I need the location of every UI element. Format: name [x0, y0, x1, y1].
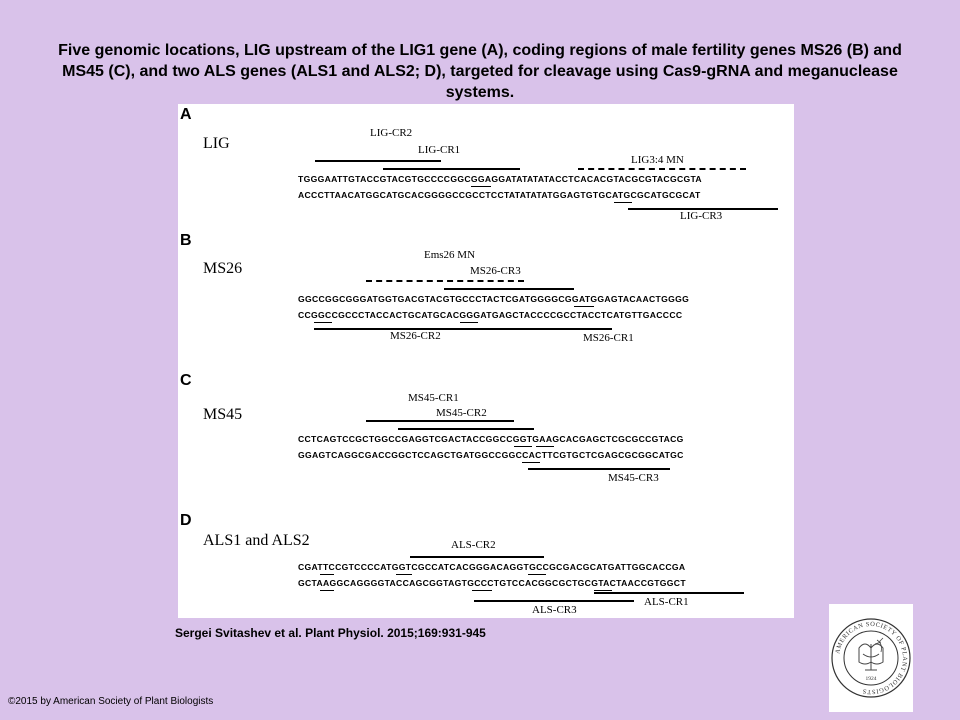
label-lig-cr2: LIG-CR2 — [370, 127, 413, 139]
seq-bottom-ms26: CCGGCCGCCCTACCACTGCATGCACGGGATGAGCTACCCCGCCTACCTCATGTTGACCCC — [298, 310, 683, 320]
pam-underline-als-top-1 — [320, 574, 334, 575]
label-als-cr2: ALS-CR2 — [451, 539, 496, 551]
label-lig-cr1: LIG-CR1 — [418, 144, 461, 156]
seq-bottom-lig: ACCCTTAACATGGCATGCACGGGGCCGCCTCCTATATATATGGAGTGTGCATGCGCATGCGCAT — [298, 190, 701, 200]
label-ems26-mn: Ems26 MN — [424, 249, 476, 261]
site-bar-als-cr2 — [410, 556, 544, 558]
panel-letter-d: D — [180, 512, 192, 529]
pam-underline-als-bottom-3 — [594, 590, 612, 591]
label-ms45-cr3: MS45-CR3 — [608, 472, 659, 484]
label-ms26-cr3: MS26-CR3 — [470, 265, 521, 277]
label-als-cr3: ALS-CR3 — [532, 604, 577, 616]
site-bar-ms26-cr2 — [314, 328, 464, 330]
site-bar-ms45-cr2 — [398, 428, 534, 430]
label-ms26-cr2: MS26-CR2 — [390, 330, 441, 342]
society-seal-logo — [829, 604, 913, 712]
pam-underline-ms26-cr1 — [460, 322, 478, 323]
seq-top-ms26: GGCCGGCGGGATGGTGACGTACGTGCCCTACTCGATGGGGCGGATGGAGTACAACTGGGG — [298, 294, 690, 304]
panel-letter-a: A — [180, 106, 192, 123]
label-ms45-cr1: MS45-CR1 — [408, 392, 459, 404]
gene-name-ms26: MS26 — [203, 260, 243, 277]
pam-underline-als-bottom-2 — [472, 590, 492, 591]
gene-name-lig: LIG — [203, 135, 230, 152]
pam-underline-lig-bottom — [614, 202, 632, 203]
label-als-cr1: ALS-CR1 — [644, 596, 689, 608]
seq-top-lig: TGGGAATTGTACCGTACGTGCCCCGGCGGAGGATATATATACCTCACACGTACGCGTACGCGTA — [298, 174, 702, 184]
pam-underline-ms26-cr2 — [314, 322, 332, 323]
gene-name-ms45: MS45 — [203, 406, 243, 423]
site-bar-als-cr1 — [594, 592, 744, 594]
site-bar-ems26-mn — [366, 280, 524, 282]
pam-underline-als-top-3 — [528, 574, 546, 575]
seq-bottom-ms45: GGAGTCAGGCGACCGGCTCCAGCTGATGGCCGGCCACTTCGTGCTCGAGCGCGGCATGC — [298, 450, 684, 460]
site-bar-ms45-cr1 — [366, 420, 514, 422]
panel-letter-c: C — [180, 372, 192, 389]
site-bar-lig-cr1 — [383, 168, 520, 170]
citation: Sergei Svitashev et al. Plant Physiol. 2015;169:931-945 — [175, 626, 486, 640]
slide-title: Five genomic locations, LIG upstream of the LIG1 gene (A), coding regions of male fertility genes MS26 (B) and MS45 (C), and two ALS genes (ALS1 and ALS2; D), targeted for cleavage using Cas9-gRNA and meganuclease systems. — [58, 42, 902, 101]
pam-underline-ms45-cr3 — [522, 462, 540, 463]
gene-name-als: ALS1 and ALS2 — [203, 532, 310, 549]
seq-bottom-als: GCTAAGGCAGGGGTACCAGCGGTAGTGCCCTGTCCACGGCGCTGCGTACTAACCGTGGCT — [298, 578, 686, 588]
pam-underline-als-top-2 — [396, 574, 412, 575]
panel-letter-b: B — [180, 232, 192, 249]
site-bar-lig-cr2 — [315, 160, 441, 162]
site-bar-als-cr3 — [474, 600, 634, 602]
seal-year: 1924 — [865, 676, 877, 682]
site-bar-ms26-cr1 — [460, 328, 612, 330]
label-ms45-cr2: MS45-CR2 — [436, 407, 487, 419]
label-ms26-cr1: MS26-CR1 — [583, 332, 634, 344]
pam-underline-ms26-top — [574, 306, 594, 307]
site-bar-ms45-cr3 — [528, 468, 670, 470]
copyright-notice: ©2015 by American Society of Plant Biologists — [8, 696, 214, 707]
seal-icon — [829, 604, 913, 712]
label-lig-mn: LIG3:4 MN — [631, 154, 684, 166]
seq-top-als: CGATTCCGTCCCCATGGTCGCCATCACGGGACAGGTGCCGCGACGCATGATTGGCACCGA — [298, 562, 686, 572]
pam-underline-ms45-cr1 — [514, 446, 532, 447]
label-lig-cr3: LIG-CR3 — [680, 210, 723, 222]
seq-top-ms45: CCTCAGTCCGCTGGCCGAGGTCGACTACCGGCCGGTGAAGCACGAGCTCGCGCCGTACG — [298, 434, 684, 444]
pam-underline-lig-top — [471, 186, 491, 187]
site-bar-ms26-cr3 — [444, 288, 574, 290]
site-bar-lig-mn — [578, 168, 746, 170]
seal-ring-text: AMERICAN SOCIETY OF PLANT BIOLOGISTS — [834, 620, 909, 696]
pam-underline-ms45-cr2 — [536, 446, 554, 447]
figure-panel — [178, 104, 794, 618]
pam-underline-als-bottom-1 — [320, 590, 334, 591]
